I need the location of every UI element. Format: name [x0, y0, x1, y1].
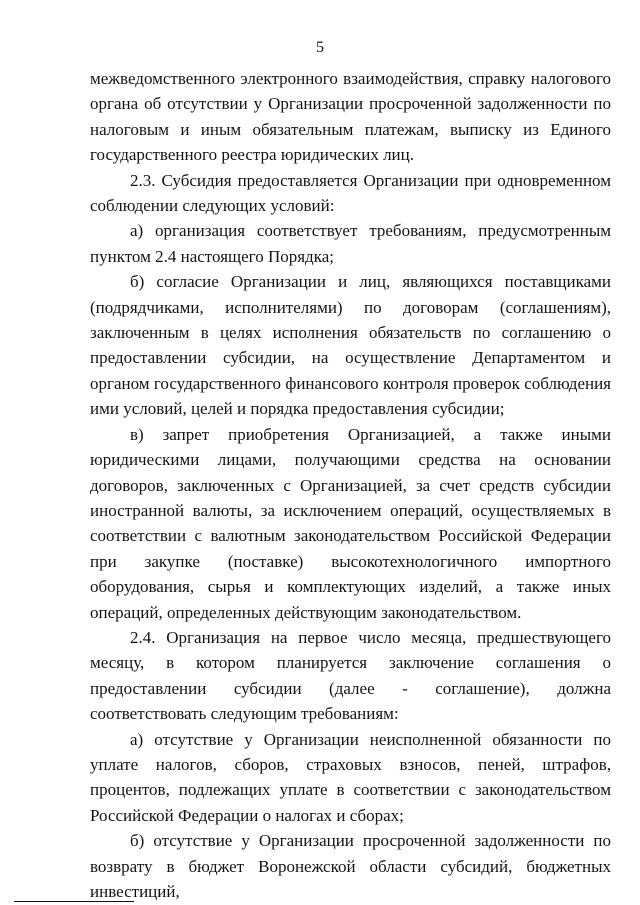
paragraph-2-4-b: б) отсутствие у Организации просроченной задолженности по возврату в бюджет Воронежской области субсидий, бюджетных инвестиций,	[90, 831, 611, 901]
paragraph-2-3-b: б) согласие Организации и лиц, являющихся поставщиками (подрядчиками, исполнителями) по договорам (соглашениям), заключенным в целях исполнения обязательств по соглашению о предоставлении субсидии, на осуществление Департаментом и органом государственного финансового контроля проверок соблюдения ими условий, целей и порядка предоставления субсидии;	[90, 272, 611, 419]
footnote-divider	[14, 901, 134, 902]
paragraph-2-3: 2.3. Субсидия предоставляется Организации при одновременном соблюдении следующих условий:	[90, 170, 611, 216]
paragraph-2-3-v: в) запрет приобретения Организацией, а также иными юридическими лицами, получающими средства на основании договоров, заключенных с Организацией, за счет средств субсидии иностранной валюты, за исключением операций, осуществляемых в соответствии с валютным законодательством Российской Федерации при закупке (поставке) высокотехнологичного импортного оборудования, сырья и комплектующих изделий, а также иных операций, определенных действующим законодательством.	[90, 424, 611, 622]
paragraph-2-4-a: а) отсутствие у Организации неисполненной обязанности по уплате налогов, сборов, страховых взносов, пеней, штрафов, процентов, подлежащих уплате в соответствии с законодательством Российской Федерации о налогах и сборах;	[90, 729, 611, 825]
paragraph-2-3-a: а) организация соответствует требованиям, предусмотренным пунктом 2.4 настоящего Порядка;	[90, 221, 611, 266]
page-number: 5	[316, 39, 324, 56]
paragraph-2-4: 2.4. Организация на первое число месяца, предшествующего месяцу, в котором планируется заключение соглашения о предоставлении субсидии (далее - соглашение), должна соответствовать следующим требованиям:	[90, 627, 611, 724]
paragraph-continuation: межведомственного электронного взаимодействия, справку налогового органа об отсутствии у Организации просроченной задолженности по налоговым и иным обязательным платежам, выписку из Единого государственного реестра юридических лиц.	[90, 69, 611, 165]
document-body	[90, 66, 611, 904]
